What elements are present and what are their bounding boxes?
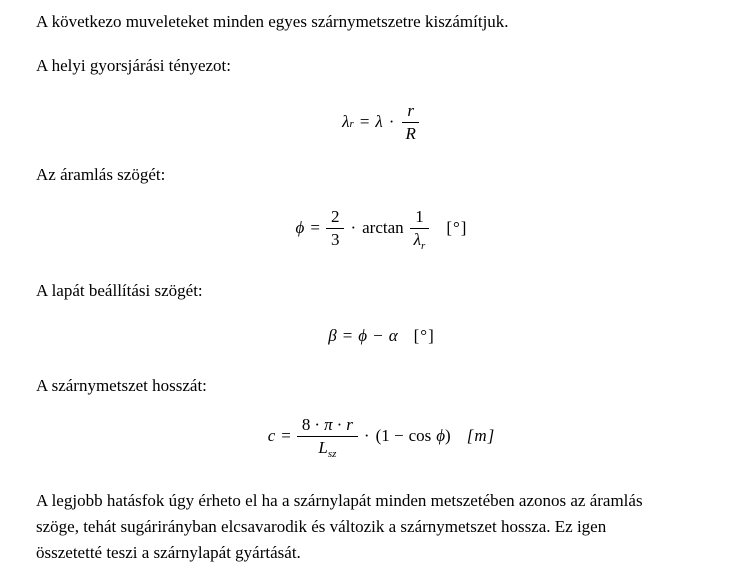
- coefficient-eight: 8: [301, 415, 311, 434]
- lambda-r-denominator: [409, 229, 431, 250]
- degree-unit: [°]: [413, 326, 435, 345]
- multiply-dot-icon: ·: [363, 426, 370, 446]
- pi-symbol: π: [324, 415, 333, 434]
- local-radius-symbol: r: [402, 101, 419, 123]
- equals-sign: =: [342, 326, 353, 345]
- radius-ratio-fraction: [400, 101, 420, 143]
- numerator-one: 1: [410, 207, 429, 229]
- meter-unit: [m]: [466, 426, 496, 446]
- equals-sign: =: [281, 426, 291, 446]
- minus-sign: −: [373, 326, 383, 345]
- closing-line-1: A legjobb hatásfok úgy érheto el ha a szárnylapát minden metszetében azonos az áramlás: [36, 491, 643, 510]
- multiply-dot-icon: ·: [336, 415, 343, 434]
- formula-blade-angle: [0, 326, 735, 346]
- lambda-symbol: λ: [342, 112, 350, 132]
- beta-symbol: β: [328, 326, 337, 345]
- formula-chord-length: [0, 415, 735, 460]
- closing-line-3: összetetté teszi a szárnylapát gyártását.: [36, 543, 301, 562]
- cos-function: cos: [408, 426, 432, 446]
- local-radius-symbol: r: [346, 415, 353, 434]
- chord-fraction: [297, 415, 358, 460]
- cos-term: [376, 426, 451, 446]
- denominator-three: 3: [330, 229, 340, 249]
- chord-denominator: [313, 437, 341, 458]
- numerator-two: 2: [326, 207, 345, 229]
- lambda-r-symbol: λ r: [342, 112, 354, 132]
- lambda-symbol: λ: [375, 112, 383, 132]
- phi-symbol: ϕ: [436, 426, 446, 446]
- one-minus-open-paren: (1 −: [375, 426, 404, 446]
- closing-paragraph: [36, 488, 643, 566]
- equals-sign: =: [310, 218, 320, 238]
- inverse-lambda-fraction: [409, 207, 431, 252]
- blade-count-subscript: sz: [327, 447, 337, 460]
- close-paren: ): [445, 426, 451, 446]
- closing-line-2: szöge, tehát sugárirányban elcsavarodik és változik a szárnymetszet hossza. Ez igen: [36, 517, 607, 536]
- equals-sign: =: [359, 112, 370, 132]
- chord-numerator: [297, 415, 358, 437]
- tip-speed-ratio-label: A helyi gyorsjárási tényezot:: [36, 56, 231, 75]
- alpha-symbol: α: [388, 326, 398, 345]
- flow-angle-label: Az áramlás szögét:: [36, 165, 166, 184]
- phi-symbol: ϕ: [295, 218, 305, 238]
- chord-length-label: A szárnymetszet hosszát:: [36, 376, 207, 395]
- intro-paragraph: A következo muveleteket minden egyes szárnymetszetre kiszámítjuk.: [36, 12, 509, 31]
- formula-tip-speed-ratio: [0, 101, 735, 143]
- multiply-dot-icon: ·: [388, 112, 395, 132]
- multiply-dot-icon: ·: [350, 218, 357, 238]
- rotor-radius-symbol: R: [405, 123, 416, 143]
- blade-count-symbol: L: [318, 437, 328, 457]
- formula-flow-angle: [0, 207, 735, 252]
- phi-symbol: ϕ: [358, 326, 368, 345]
- degree-unit: [°]: [446, 218, 468, 238]
- blade-angle-label: A lapát beállítási szögét:: [36, 281, 203, 300]
- chord-symbol: c: [267, 426, 276, 446]
- lambda-subscript: r: [421, 239, 426, 252]
- multiply-dot-icon: ·: [314, 415, 321, 434]
- arctan-function: arctan: [362, 218, 404, 238]
- lambda-symbol: λ: [413, 229, 422, 249]
- two-thirds-fraction: [326, 207, 345, 249]
